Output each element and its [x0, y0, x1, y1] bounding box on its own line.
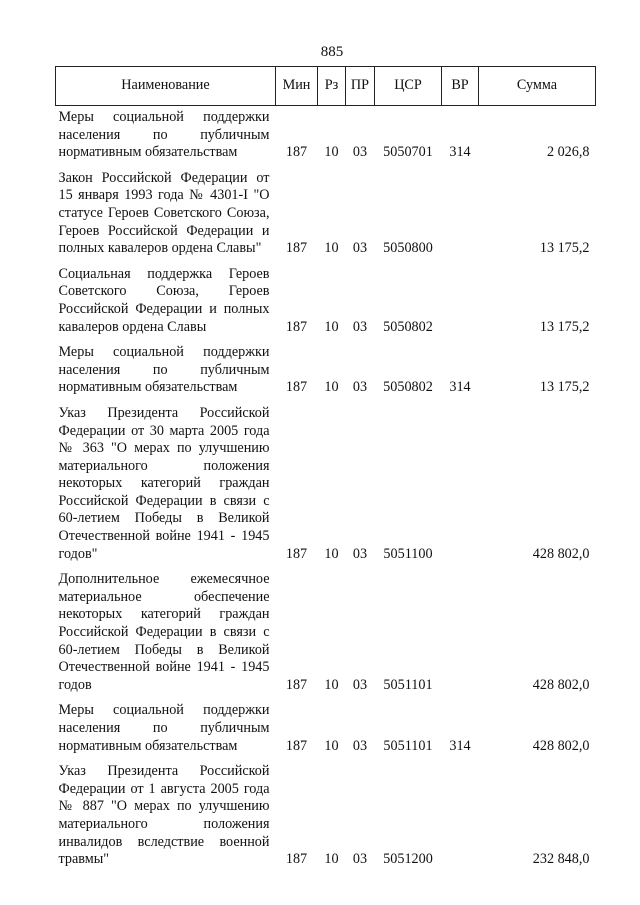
cell-min: 187 — [285, 545, 308, 562]
cell-pr: 03 — [352, 144, 368, 161]
table-row — [56, 568, 596, 699]
cell-vr — [442, 167, 479, 263]
cell-min: 187 — [285, 379, 308, 396]
cell-vr — [442, 263, 479, 341]
cell-vr — [442, 568, 479, 699]
table-row — [56, 699, 596, 760]
cell-vr: 314 — [449, 379, 471, 396]
cell-csr: 5050802 — [383, 318, 433, 335]
cell-name: Закон Российской Федерации от 15 января 1993 года № 4301-I "О статусе Героев Советского Союза, Героев Российской Федерации и полных кавалеров ордена Славы" — [58, 169, 270, 257]
cell-vr — [442, 760, 479, 874]
header-csr: ЦСР — [375, 67, 442, 106]
cell-rz: 10 — [324, 240, 339, 257]
cell-sum: 428 802,0 — [532, 545, 590, 562]
table-body — [56, 106, 596, 874]
cell-name: Указ Президента Российской Федерации от 1 августа 2005 года № 887 "О мерах по улучшению материального положения инвалидов вследствие военной травмы" — [58, 763, 270, 868]
cell-rz: 10 — [324, 545, 339, 562]
table-row — [56, 760, 596, 874]
cell-pr: 03 — [352, 851, 368, 868]
cell-pr: 03 — [352, 545, 368, 562]
table-row — [56, 402, 596, 568]
cell-csr: 5051101 — [383, 737, 433, 754]
cell-min: 187 — [285, 144, 308, 161]
cell-pr: 03 — [352, 379, 368, 396]
cell-min: 187 — [285, 318, 308, 335]
cell-pr: 03 — [352, 676, 368, 693]
cell-sum: 13 175,2 — [539, 379, 590, 396]
cell-sum: 2 026,8 — [546, 144, 590, 161]
cell-sum: 13 175,2 — [539, 318, 590, 335]
cell-csr: 5050802 — [383, 379, 433, 396]
cell-min: 187 — [285, 851, 308, 868]
cell-csr: 5051100 — [383, 545, 433, 562]
cell-min: 187 — [285, 676, 308, 693]
cell-vr: 314 — [449, 144, 471, 161]
header-sum: Сумма — [479, 67, 596, 106]
cell-rz: 10 — [324, 144, 339, 161]
table-row — [56, 167, 596, 263]
cell-rz: 10 — [324, 737, 339, 754]
cell-rz: 10 — [324, 676, 339, 693]
header-rz: Рз — [318, 67, 346, 106]
cell-pr: 03 — [352, 737, 368, 754]
table-header — [56, 67, 596, 106]
cell-rz: 10 — [324, 318, 339, 335]
table-row — [56, 106, 596, 167]
cell-vr — [442, 402, 479, 568]
header-min: Мин — [276, 67, 318, 106]
cell-csr: 5051101 — [383, 676, 433, 693]
cell-sum: 232 848,0 — [532, 851, 590, 868]
cell-name: Указ Президента Российской Федерации от 30 марта 2005 года № 363 "О мерах по улучшению материального положения некоторых категорий граждан Российской Федерации в связи с 60-летием Победы в Великой Отечественной войне 1941 - 1945 годов" — [58, 404, 270, 562]
cell-min: 187 — [285, 737, 308, 754]
header-pr: ПР — [346, 67, 375, 106]
header-vr: ВР — [442, 67, 479, 106]
table-row — [56, 263, 596, 341]
cell-sum: 428 802,0 — [532, 676, 590, 693]
cell-rz: 10 — [324, 379, 339, 396]
cell-name: Меры социальной поддержки населения по публичным нормативным обязательствам — [58, 344, 270, 396]
cell-vr: 314 — [449, 737, 471, 754]
cell-csr: 5050701 — [383, 144, 433, 161]
cell-pr: 03 — [352, 318, 368, 335]
cell-min: 187 — [285, 240, 308, 257]
cell-rz: 10 — [324, 851, 339, 868]
header-name: Наименование — [56, 67, 276, 106]
cell-name: Дополнительное ежемесячное материальное обеспечение некоторых категорий граждан Российской Федерации в связи с 60-летием Победы в Великой Отечественной войне 1941 - 1945 годов — [58, 571, 270, 693]
page-number: 885 — [320, 44, 344, 60]
cell-pr: 03 — [352, 240, 368, 257]
cell-name: Меры социальной поддержки населения по публичным нормативным обязательствам — [58, 702, 270, 754]
cell-sum: 13 175,2 — [539, 240, 590, 257]
cell-csr: 5050800 — [383, 240, 433, 257]
cell-sum: 428 802,0 — [532, 737, 590, 754]
cell-name: Социальная поддержка Героев Советского Союза, Героев Российской Федерации и полных кавалеров ордена Славы — [58, 265, 270, 335]
budget-table — [55, 66, 596, 874]
table-row — [56, 341, 596, 402]
cell-csr: 5051200 — [383, 851, 433, 868]
cell-name: Меры социальной поддержки населения по публичным нормативным обязательствам — [58, 109, 270, 161]
